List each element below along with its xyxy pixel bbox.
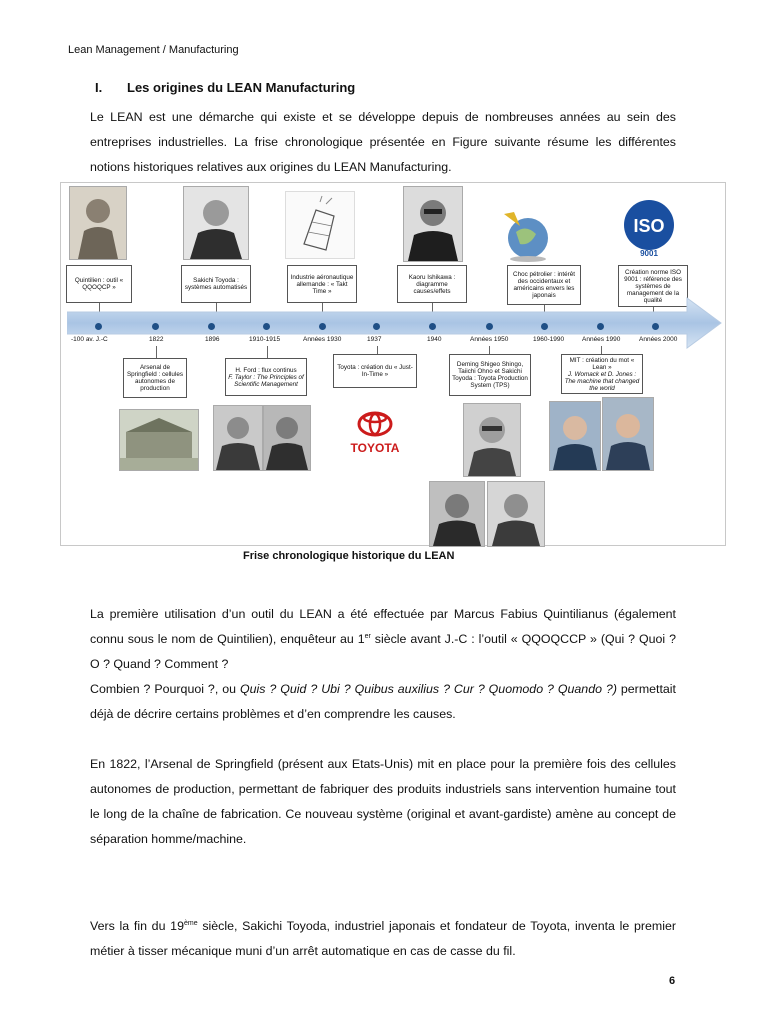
timeline-dot — [597, 323, 604, 330]
timeline-year: 1822 — [149, 336, 164, 343]
timeline-dot — [373, 323, 380, 330]
timeline-year: Années 1990 — [582, 336, 621, 343]
page-number: 6 — [669, 975, 676, 987]
body-paragraph-2: En 1822, l’Arsenal de Springfield (présent aux Etats-Unis) mit en place pour la première fois des cellules autonomes de production, permettant de fabriquer des produits industriels sans intervention humaine tout le long de la chaîne de fabrication. Ce nouveau système (original et avant-gardiste) amène au concept de séparation homme/machine. — [90, 757, 676, 846]
timeline-year: Années 1950 — [470, 336, 509, 343]
timeline-top-box: Choc pétrolier : intérêt des occidentaux et américains envers les japonais — [507, 265, 581, 305]
timeline-year: Années 1930 — [303, 336, 342, 343]
iso-logo-text: ISO — [633, 216, 665, 236]
timeline-bottom-box: Toyota : création du « Just-In-Time » — [333, 354, 417, 388]
ford-line: H. Ford : flux continus — [235, 366, 297, 374]
iso-logo-subtext: 9001 — [640, 249, 658, 258]
deming-portrait — [463, 403, 521, 477]
takt-time-sketch — [285, 191, 355, 259]
timeline-year: 1896 — [205, 336, 220, 343]
timeline-bottom-box: Deming Shigeo Shingo, Taiichi Ohno et Sakichi Toyoda : Toyota Production System (TPS) — [449, 354, 531, 396]
timeline-dot — [541, 323, 548, 330]
timeline-top-box: Industrie aéronautique allemande : « Takt Time » — [287, 265, 357, 303]
timeline-dot — [208, 323, 215, 330]
timeline-top-box: Kaoru Ishikawa : diagramme causes/effets — [397, 265, 467, 303]
timeline-year: 1910-1915 — [249, 336, 281, 343]
timeline-top-box: Quintilien : outil « QQOQCP » — [66, 265, 132, 303]
kaoru-ishikawa-portrait — [403, 186, 463, 262]
timeline-bottom-box — [561, 354, 643, 394]
quintilien-portrait — [69, 186, 127, 260]
timeline-top-box: Création norme ISO 9001 : référence des systèmes de management de la qualité — [618, 265, 688, 307]
sakichi-toyoda-portrait — [183, 186, 249, 260]
connector-line — [377, 346, 378, 354]
toyota-logo-text: TOYOTA — [350, 441, 400, 455]
daniel-jones-portrait — [602, 397, 654, 471]
body-paragraph-3: Vers la fin du 19ème siècle, Sakichi Toyoda, industriel japonais et fondateur de Toyota, inventa le premier métier à tisser mécanique muni d’un arrêt automatique en cas de casse du fil. — [90, 919, 676, 958]
body-paragraph-1: La première utilisation d’un outil du LEAN a été effectuée par Marcus Fabius Quintilianus (également connu sous le nom de Quintilien), enquêteur au 1er siècle avant J.-C : l’outil « QQOQCCP » (Qui ? Quoi ? O ? Quand ? Comment ? Combien ? Pourquoi ?, ou Quis ? Quid ? Ubi ? Quibus auxilius ? Cur ? Quomodo ? Quando ?) permettait déjà de décrire certains problèmes et d’en comprendre les causes. — [90, 607, 676, 721]
taiichi-ohno-portrait — [487, 481, 545, 547]
timeline-year: 1937 — [367, 336, 382, 343]
womack-line: J. Womack et D. Jones : The machine that changed the world — [564, 370, 640, 392]
taylor-line: F. Taylor : The Principles of Scientific Management — [228, 373, 304, 388]
section-number: I. — [95, 80, 103, 95]
james-womack-portrait — [549, 401, 601, 471]
timeline-year: Années 2000 — [639, 336, 678, 343]
timeline-dot — [95, 323, 102, 330]
iso-9001-logo — [611, 197, 687, 259]
arsenal-springfield-image — [119, 409, 199, 471]
timeline-year: -100 av. J.-C — [71, 336, 108, 343]
figure-caption: Frise chronologique historique du LEAN — [243, 550, 455, 562]
timeline-top-box: Sakichi Toyoda : systèmes automatisés — [181, 265, 251, 303]
connector-line — [267, 346, 268, 358]
section-title: Les origines du LEAN Manufacturing — [127, 80, 356, 95]
timeline-arrow — [67, 295, 727, 351]
frederick-taylor-portrait — [263, 405, 311, 471]
running-header: Lean Management / Manufacturing — [68, 44, 239, 56]
intro-paragraph: Le LEAN est une démarche qui existe et se développe depuis de nombreuses années au sein des entreprises industrielles. La frise chronologique présentée en Figure suivante résume les différentes notions historiques relatives aux origines du LEAN Manufacturing. — [90, 110, 676, 174]
timeline-bottom-box — [225, 358, 307, 396]
timeline-figure — [60, 182, 726, 546]
timeline-dot — [486, 323, 493, 330]
connector-line — [601, 346, 602, 354]
timeline-dot — [652, 323, 659, 330]
shigeo-shingo-portrait — [429, 481, 485, 547]
timeline-dot — [152, 323, 159, 330]
connector-line — [156, 346, 157, 358]
connector-line — [489, 346, 490, 354]
timeline-dot — [319, 323, 326, 330]
oil-globe-image — [495, 203, 559, 263]
section-heading — [95, 80, 355, 95]
timeline-year: 1940 — [427, 336, 442, 343]
timeline-bottom-box: Arsenal de Springfield : cellules autonomes de production — [123, 358, 187, 398]
toyota-logo — [339, 405, 411, 463]
timeline-year: 1960-1990 — [533, 336, 565, 343]
henry-ford-portrait — [213, 405, 263, 471]
mit-line: MIT : création du mot « Lean » — [569, 356, 635, 371]
timeline-dot — [429, 323, 436, 330]
timeline-dot — [263, 323, 270, 330]
